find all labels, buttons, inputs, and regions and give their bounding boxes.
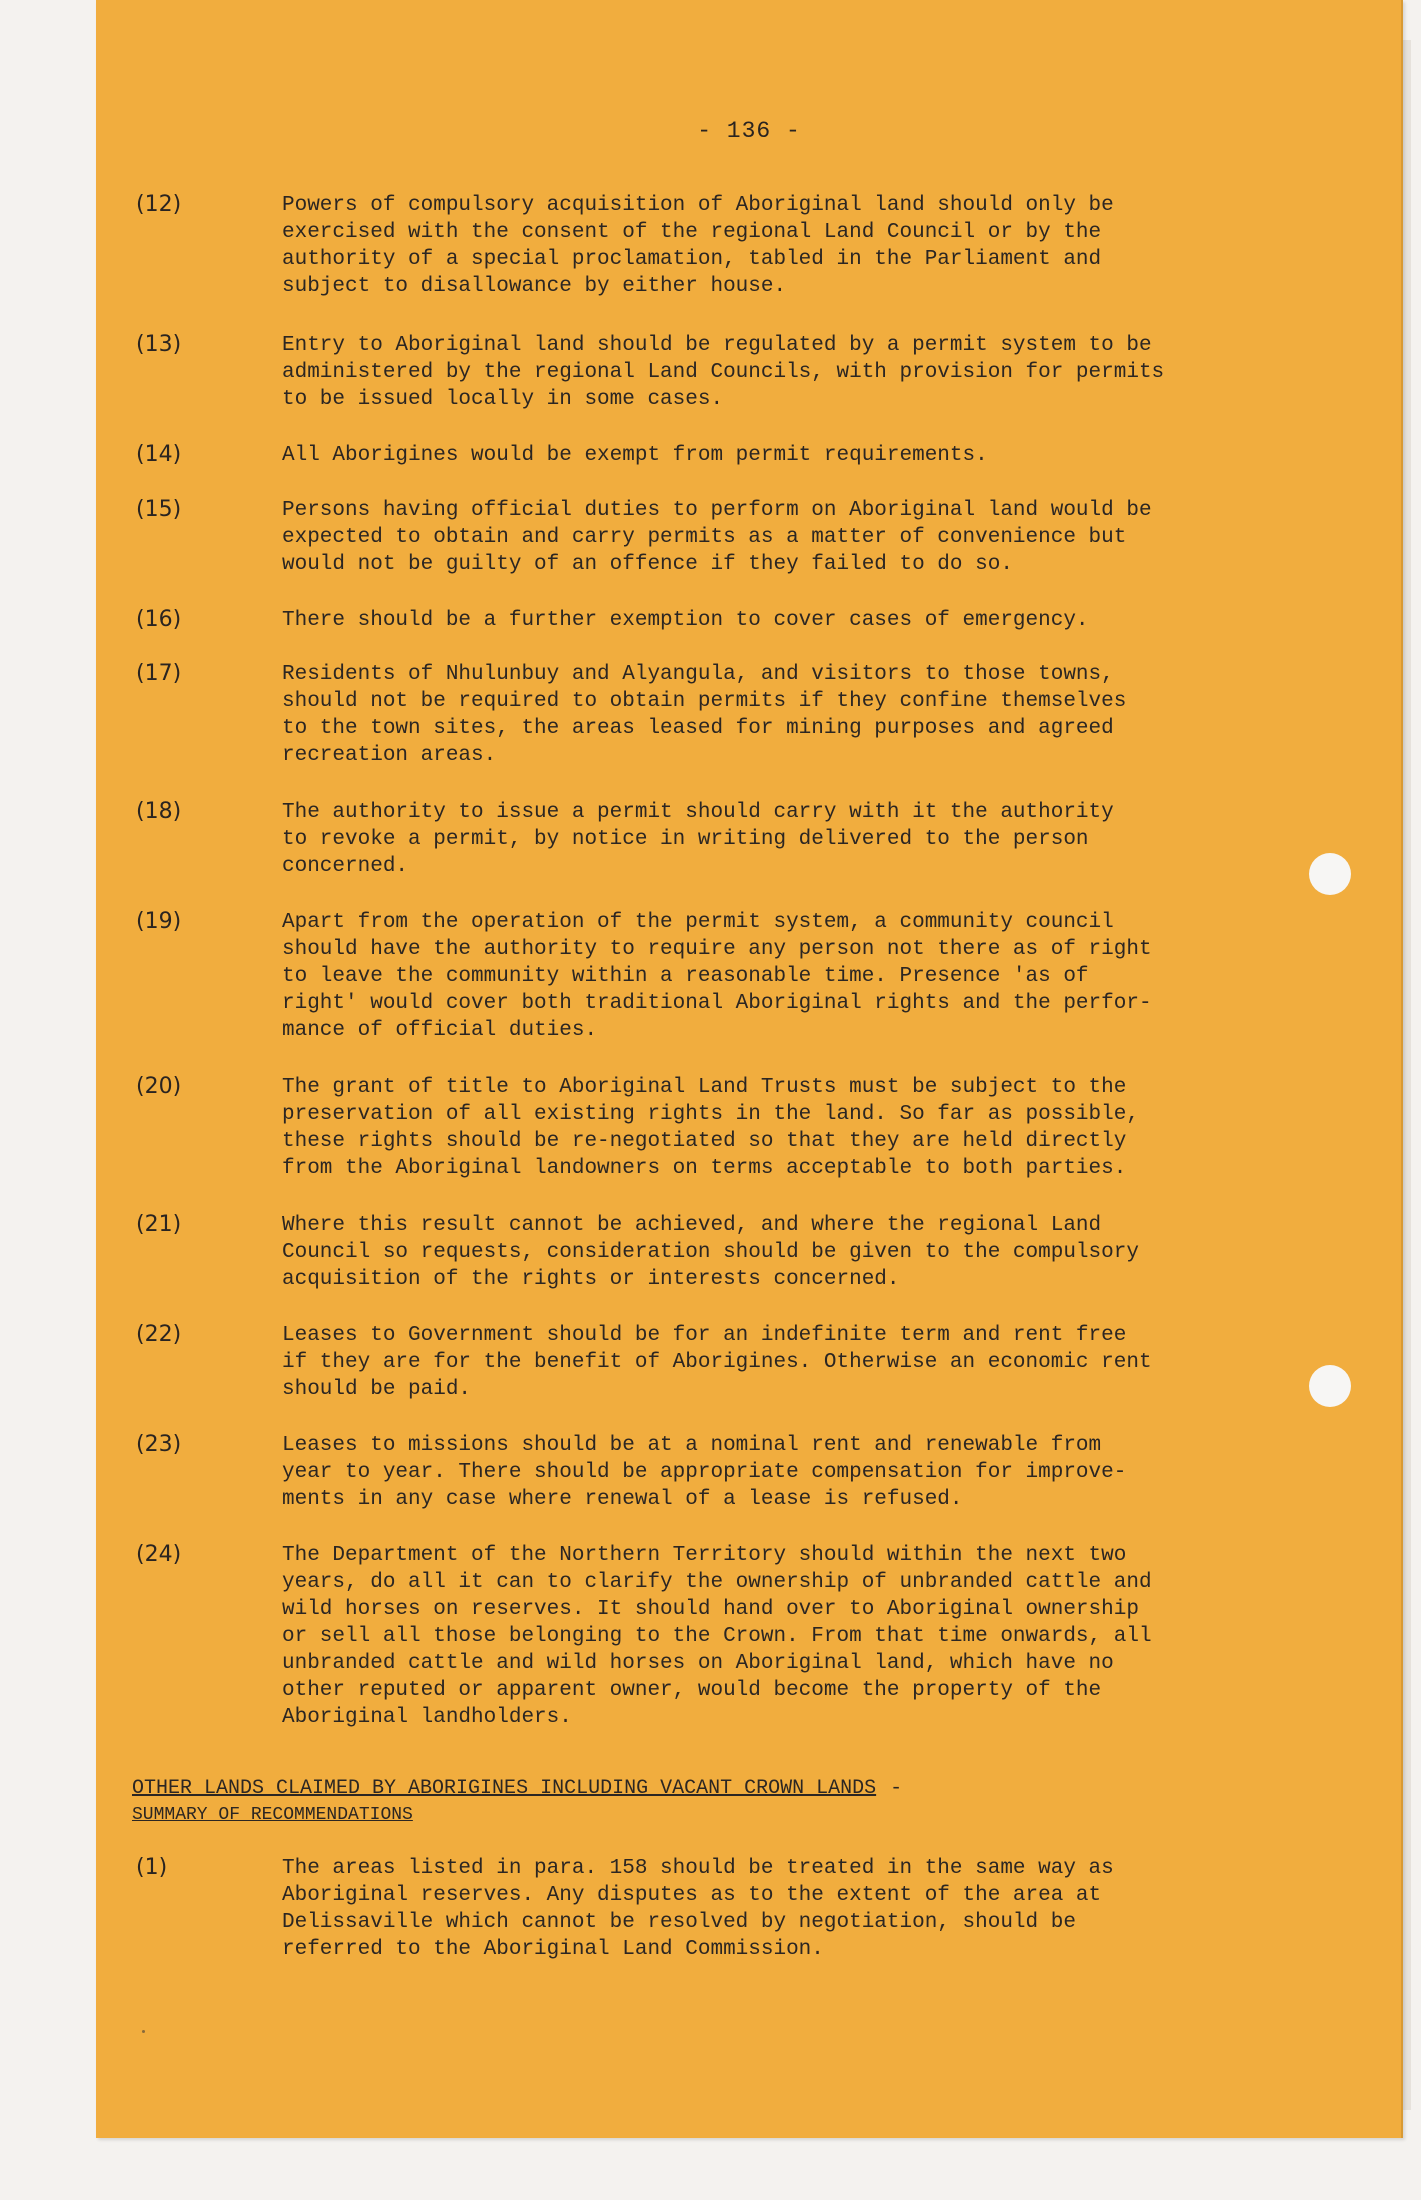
pencil-mark [142, 2030, 145, 2033]
recommendation-number: (17) [136, 661, 182, 686]
document-page [96, 0, 1403, 2138]
recommendation-text: There should be a further exemption to cover cases of emergency. [282, 609, 1089, 632]
recommendation-number: (20) [136, 1074, 182, 1099]
section-subtitle: SUMMARY OF RECOMMENDATIONS [132, 1805, 413, 1825]
recommendation-number: (21) [136, 1212, 182, 1237]
recommendation-number: (14) [136, 442, 182, 467]
section-dash: - [890, 1777, 903, 1800]
recommendation-number: (13) [136, 332, 182, 357]
recommendation-text: Apart from the operation of the permit system, a community council should have the authority to require any person not there as of right to leave the community within a reasonable time. Presence 'as of right' would cover both traditional Aboriginal rights and the perfor- mance of official duties. [282, 911, 1152, 1042]
section-title: OTHER LANDS CLAIMED BY ABORIGINES INCLUDING VACANT CROWN LANDS [132, 1777, 877, 1800]
recommendation-text: Persons having official duties to perform on Aboriginal land would be expected to obtain and carry permits as a matter of convenience but would not be guilty of an offence if they failed to do so. [282, 499, 1152, 576]
recommendation-number: (18) [136, 799, 182, 824]
recommendation-number: (19) [136, 909, 182, 934]
recommendation-number: (1) [136, 1855, 168, 1880]
recommendation-text: Where this result cannot be achieved, and where the regional Land Council so requests, consideration should be given to the compulsory acquisition of the rights or interests concerned. [282, 1214, 1139, 1291]
recommendation-text: Powers of compulsory acquisition of Aboriginal land should only be exercised with the consent of the regional Land Council or by the authority of a special proclamation, tabled in the Parliament and subject to disallowance by either house. [282, 194, 1114, 298]
recommendation-number: (22) [136, 1322, 182, 1347]
section-heading [132, 1776, 902, 1828]
punch-hole-top [1309, 853, 1351, 895]
recommendation-number: (15) [136, 497, 182, 522]
recommendation-number: (12) [136, 192, 182, 217]
recommendation-text: Residents of Nhulunbuy and Alyangula, and visitors to those towns, should not be required to obtain permits if they confine themselves to the town sites, the areas leased for mining purposes and agreed recreation areas. [282, 663, 1127, 767]
recommendation-text: The grant of title to Aboriginal Land Trusts must be subject to the preservation of all existing rights in the land. So far as possible, these rights should be re-negotiated so that they are held directly from the Aboriginal landowners on terms acceptable to both parties. [282, 1076, 1139, 1180]
recommendation-number: (23) [136, 1432, 182, 1457]
recommendation-number: (16) [136, 607, 182, 632]
recommendation-text: Leases to missions should be at a nominal rent and renewable from year to year. There should be appropriate compensation for improve- ments in any case where renewal of a lease is refused. [282, 1434, 1127, 1511]
recommendation-number: (24) [136, 1542, 182, 1567]
recommendation-text: Entry to Aboriginal land should be regulated by a permit system to be administered by the regional Land Councils, with provision for permits to be issued locally in some cases. [282, 334, 1165, 411]
recommendation-text: Leases to Government should be for an indefinite term and rent free if they are for the benefit of Aborigines. Otherwise an economic rent should be paid. [282, 1324, 1152, 1401]
recommendation-text: The authority to issue a permit should carry with it the authority to revoke a permit, by notice in writing delivered to the person concerned. [282, 801, 1114, 878]
recommendation-text: The Department of the Northern Territory should within the next two years, do all it can to clarify the ownership of unbranded cattle and wild horses on reserves. It should hand over to Aboriginal ownership or sell all those belonging to the Crown. From that time onwards, all unbranded cattle and wild horses on Aboriginal land, which have no other reputed or apparent owner, would become the property of the Aboriginal landholders. [282, 1544, 1152, 1729]
recommendation-text: The areas listed in para. 158 should be treated in the same way as Aboriginal reserves. Any disputes as to the extent of the area at Delissaville which cannot be resolved by negotiation, should be referred to the Aboriginal Land Commission. [282, 1857, 1114, 1961]
punch-hole-bottom [1309, 1365, 1351, 1407]
recommendation-text: All Aborigines would be exempt from permit requirements. [282, 444, 988, 467]
page-number: - 136 - [697, 118, 801, 144]
